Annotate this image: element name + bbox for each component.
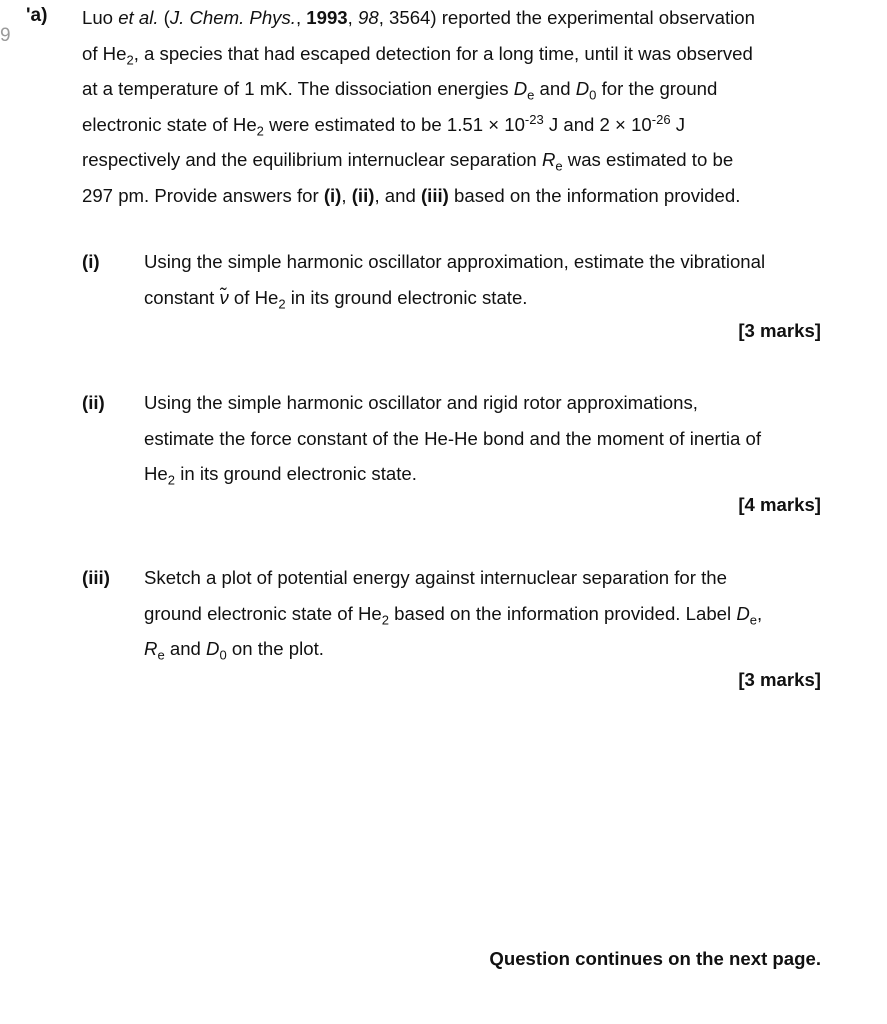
continues-note: Question continues on the next page.: [489, 948, 821, 969]
question-label: 'a): [26, 5, 48, 26]
intro-line-6: 297 pm. Provide answers for (i), (ii), and (iii) based on the information provided.: [82, 184, 741, 206]
intro-line-4: electronic state of $He_2$ were estimated to be $1.51 \times 10^{-23}$ J and $2 \times 10^{-26}$ J: [82, 111, 686, 139]
part-iii-marks: [3 marks]: [738, 669, 821, 690]
intro-line-1: Luo et al. (J. Chem. Phys., 1993, 98, 3564) reported the experimental observation: [82, 7, 755, 28]
part-ii-marks: [4 marks]: [738, 494, 821, 515]
part-i-label: (i): [82, 251, 100, 272]
part-iii-text: Sketch a plot of potential energy against internuclear separation for the ground electronic state of $He_2$ based on the information provided. Label $D_e$, $R_e$ and $D_0$ on the plot.: [144, 567, 763, 663]
question-intro: [82, 0, 852, 213]
intro-line-5: respectively and the equilibrium internuclear separation $R_e$ was estimated to be: [82, 149, 734, 174]
part-ii-label: (ii): [82, 392, 105, 413]
intro-line-2: of $He_2$, a species that had escaped detection for a long time, until it was observed: [82, 42, 753, 68]
part-ii-text: Using the simple harmonic oscillator and rigid rotor approximations, estimate the force constant of the He-He bond and the moment of inertia of $He_2$ in its ground electronic state.: [144, 392, 762, 488]
part-i-text: Using the simple harmonic oscillator approximation, estimate the vibrational constant ν̃ of $He_2$ in its ground electronic state.: [144, 251, 766, 312]
margin-page-number: 9: [0, 25, 11, 46]
part-i-marks: [3 marks]: [738, 320, 821, 341]
part-iii-label: (iii): [82, 567, 110, 588]
intro-line-3: at a temperature of 1 mK. The dissociation energies $D_e$ and $D_0$ for the ground: [82, 78, 718, 103]
